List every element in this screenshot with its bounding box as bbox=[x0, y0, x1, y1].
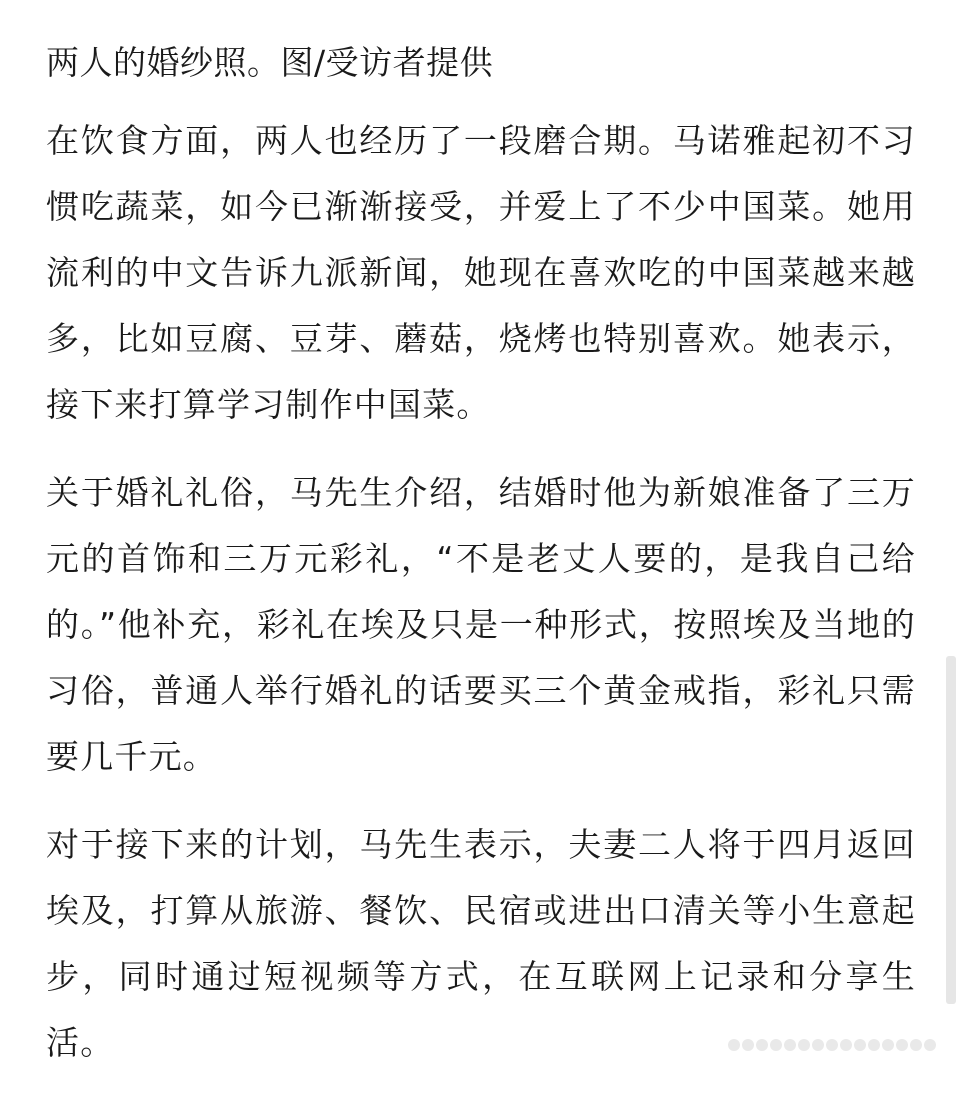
paragraph-diet: 在饮食方面，两人也经历了一段磨合期。马诺雅起初不习惯吃蔬菜，如今已渐渐接受，并爱上了不少中国菜。她用流利的中文告诉九派新闻，她现在喜欢吃的中国菜越来越多，比如豆腐、豆芽、蘑菇，烧烤也特别喜欢。她表示，接下来打算学习制作中国菜。 bbox=[46, 121, 916, 424]
scrollbar[interactable] bbox=[946, 656, 956, 1004]
photo-caption: 两人的婚纱照。图/受访者提供 bbox=[46, 43, 494, 82]
watermark bbox=[728, 1036, 950, 1054]
paragraph-wedding-customs: 关于婚礼礼俗，马先生介绍，结婚时他为新娘准备了三万元的首饰和三万元彩礼，“不是老丈人要的，是我自己给的。”他补充，彩礼在埃及只是一种形式，按照埃及当地的习俗，普通人举行婚礼的话要买三个黄金戒指，彩礼只需要几千元。 bbox=[46, 473, 916, 776]
article-body bbox=[46, 38, 916, 1098]
paragraph-future-plans: 对于接下来的计划，马先生表示，夫妻二人将于四月返回埃及，打算从旅游、餐饮、民宿或进出口清关等小生意起步，同时通过短视频等方式，在互联网上记录和分享生活。 bbox=[46, 825, 916, 1062]
